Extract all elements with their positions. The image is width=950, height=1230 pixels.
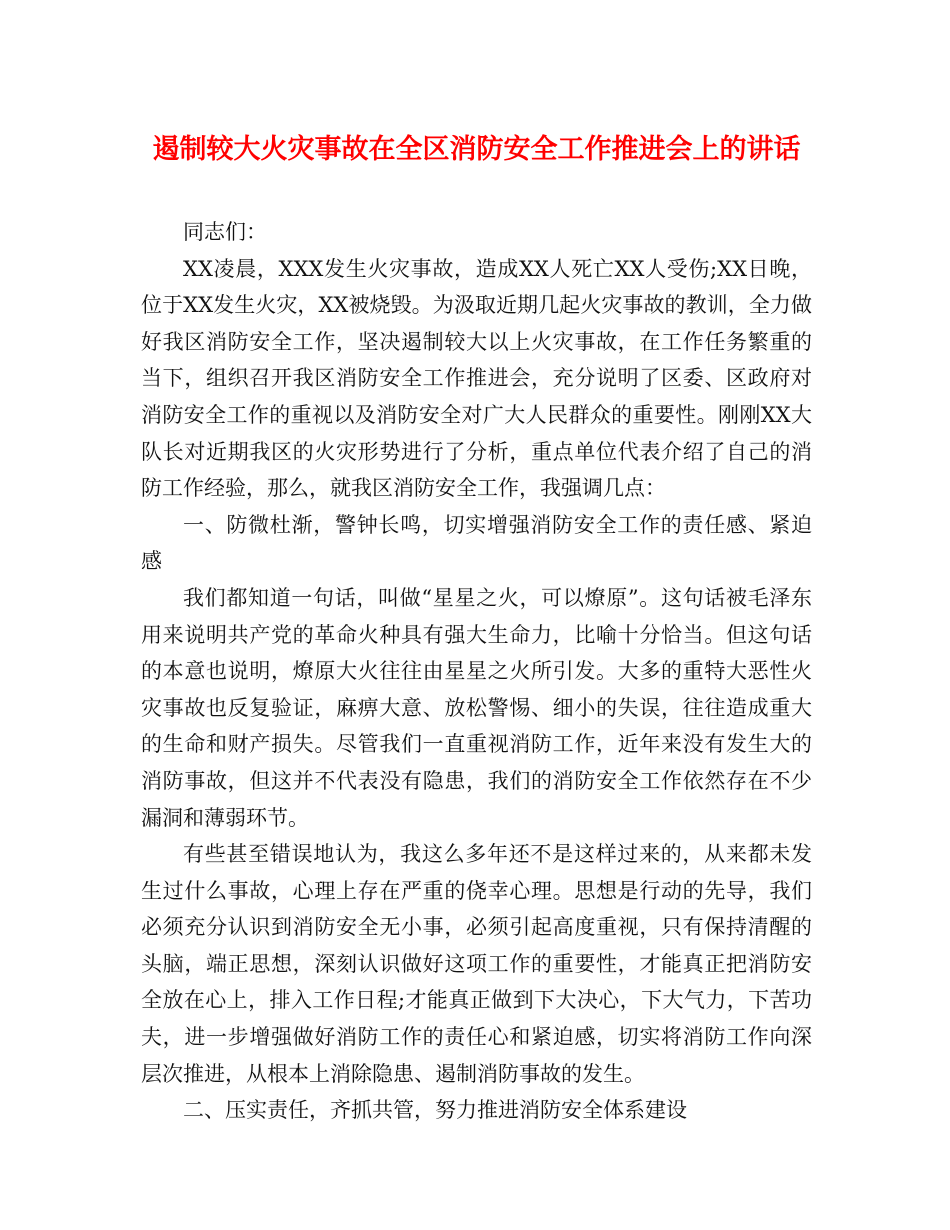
document-title: 遏制较大火灾事故在全区消防安全工作推进会上的讲话 xyxy=(152,134,801,165)
salutation-paragraph: 同志们： xyxy=(183,220,267,244)
section-heading-1: 一、防微杜渐，警钟长鸣，切实增强消防安全工作的责任感、紧迫感 xyxy=(141,512,812,574)
body-paragraph: 有些甚至错误地认为，我这么多年还不是这样过来的，从来都未发生过什么事故，心理上存在严重的侥幸心理。思想是行动的先导，我们必须充分认识到消防安全无小事，必须引起高度重视，只有保持清醒的头脑，端正思想，深刻认识做好这项工作的重要性，才能真正把消防安全放在心上，排入工作日程;才能真正做到下大决心，下大气力，下苦功夫，进一步增强做好消防工作的责任心和紧迫感，切实将消防工作向深层次推进，从根本上消除隐患、遏制消防事故的发生。 xyxy=(141,842,812,1086)
body-paragraph: 我们都知道一句话，叫做“星星之火，可以燎原”。这句话被毛泽东用来说明共产党的革命火种具有强大生命力，比喻十分恰当。但这句话的本意也说明，燎原大火往往由星星之火所引发。大多的重特大恶性火灾事故也反复验证，麻痹大意、放松警惕、细小的失误，往往造成重大的生命和财产损失。尽管我们一直重视消防工作，近年来没有发生大的消防事故，但这并不代表没有隐患，我们的消防安全工作依然存在不少漏洞和薄弱环节。 xyxy=(141,585,812,830)
section-heading-2: 二、压实责任，齐抓共管，努力推进消防安全体系建设 xyxy=(183,1098,687,1123)
document-body xyxy=(141,214,812,1129)
body-paragraph: XX凌晨，XXX发生火灾事故，造成XX人死亡XX人受伤;XX日晚，位于XX发生火灾，XX被烧毁。为汲取近期几起火灾事故的教训，全力做好我区消防安全工作，坚决遏制较大以上火灾事故，在工作任务繁重的当下，组织召开我区消防安全工作推进会，充分说明了区委、区政府对消防安全工作的重视以及消防安全对广大人民群众的重要性。刚刚XX大队长对近期我区的火灾形势进行了分析，重点单位代表介绍了自己的消防工作经验，那么，就我区消防安全工作，我强调几点： xyxy=(141,256,812,501)
